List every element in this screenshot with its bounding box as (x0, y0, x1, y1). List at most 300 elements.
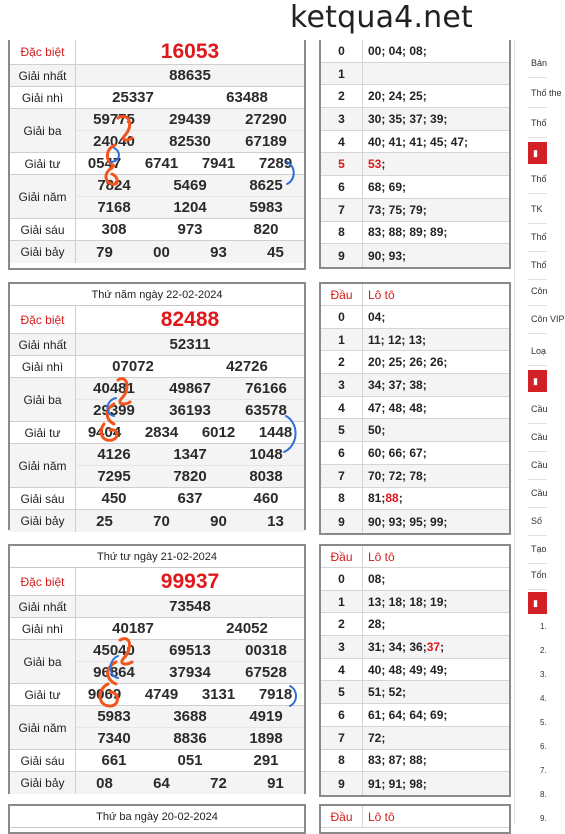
prize-label: Giải ba (10, 640, 76, 683)
prize-label: Giải nhì (10, 356, 76, 377)
prize-label: Giải nhất (10, 334, 76, 355)
loto-value: 72; (368, 730, 386, 745)
prize-numbers (76, 596, 304, 617)
section-icon: ▮ (533, 375, 538, 386)
loto-values (363, 727, 509, 749)
prize-numbers (76, 488, 304, 509)
sidebar-list-number: 4. (540, 694, 547, 703)
prize-number: 7295 (97, 468, 131, 485)
prize-row-g6 (10, 219, 304, 241)
result-board (8, 282, 306, 530)
prize-number: 8625 (249, 177, 283, 194)
loto-value: 88 (385, 491, 399, 506)
prize-number: 9404 (87, 424, 122, 441)
prize-label: Giải bảy (10, 241, 76, 263)
prize-number: 7941 (201, 155, 236, 172)
prize-row-g3 (10, 640, 304, 684)
prize-number: 7340 (97, 730, 131, 747)
prize-line (76, 661, 304, 683)
prize-row-db (10, 40, 304, 65)
prize-number: 08 (96, 774, 113, 792)
loto-head-digit: 8 (321, 750, 363, 772)
loto-table (319, 544, 511, 797)
loto-value: 13; 18; 18; 19; (368, 594, 448, 609)
loto-value: 70; 72; 78; (368, 468, 427, 483)
loto-row (321, 199, 509, 222)
sidebar-link[interactable]: Thố (528, 164, 547, 194)
loto-head-digit: 6 (321, 176, 363, 198)
loto-value: 91; 91; 98; (368, 776, 427, 791)
sidebar-link[interactable]: Tổn (528, 560, 547, 590)
prize-line (76, 750, 304, 771)
loto-values (363, 442, 509, 464)
prize-line (76, 618, 304, 639)
sidebar-list-number: 8. (540, 790, 547, 799)
prize-label: Giải năm (10, 175, 76, 218)
prize-number: 8836 (173, 730, 207, 747)
loto-values (363, 244, 509, 267)
prize-number: 29439 (169, 111, 211, 128)
result-board (8, 544, 306, 794)
prize-line (76, 130, 304, 152)
prize-number: 7289 (258, 155, 293, 172)
loto-head-digit: 9 (321, 510, 363, 533)
prize-row-g2 (10, 356, 304, 378)
prize-label: Giải nhì (10, 87, 76, 108)
loto-row (321, 176, 509, 199)
loto-header-loto: Lô tô (368, 549, 395, 564)
sidebar-divider (514, 40, 515, 824)
prize-label: Giải sáu (10, 750, 76, 771)
prize-number: 7820 (173, 468, 207, 485)
loto-values (363, 681, 509, 703)
prize-line (76, 640, 304, 661)
prize-number: 37934 (169, 664, 211, 681)
prize-line (76, 306, 304, 333)
prize-row-g5 (10, 706, 304, 750)
loto-values (363, 199, 509, 221)
loto-value: 53 (368, 157, 382, 172)
prize-number: 42726 (226, 358, 268, 375)
loto-values (363, 397, 509, 419)
loto-head-digit: 1 (321, 63, 363, 85)
loto-row (321, 85, 509, 108)
loto-value: 30; 35; 37; 39; (368, 111, 448, 126)
prize-line (76, 378, 304, 399)
loto-value: 37 (426, 639, 441, 654)
prize-numbers (76, 640, 304, 683)
prize-number: 6012 (201, 424, 236, 441)
prize-row-g4 (10, 684, 304, 706)
prize-number: 82488 (160, 307, 220, 331)
prize-numbers (76, 153, 304, 174)
prize-number: 64 (153, 774, 170, 792)
prize-label: Đặc biệt (10, 306, 76, 333)
loto-head-digit: 3 (321, 636, 363, 658)
loto-values (363, 750, 509, 772)
prize-line (76, 334, 304, 355)
prize-number: 93 (210, 243, 227, 261)
prize-row-g5 (10, 175, 304, 219)
prize-line (76, 241, 304, 263)
prize-row-g3 (10, 109, 304, 153)
loto-value: ; (440, 639, 445, 654)
prize-number: 1448 (258, 424, 293, 441)
loto-row (321, 306, 509, 329)
prize-number: 79 (96, 243, 113, 261)
loto-value: 31; 34; 36; (368, 639, 427, 654)
loto-value: 51; 52; (368, 685, 407, 700)
prize-row-g2 (10, 618, 304, 640)
prize-label: Giải ba (10, 378, 76, 421)
prize-label: Giải sáu (10, 219, 76, 240)
loto-row (321, 613, 509, 636)
loto-row (321, 397, 509, 420)
prize-number: 3131 (201, 686, 236, 703)
loto-head-digit: 2 (321, 613, 363, 635)
loto-value: ; (381, 157, 386, 172)
prize-number: 661 (101, 752, 127, 769)
loto-row (321, 108, 509, 131)
loto-head-digit: 4 (321, 659, 363, 681)
prize-line (76, 196, 304, 218)
sidebar-link[interactable]: Tạo (528, 534, 547, 564)
loto-head-digit: 4 (321, 131, 363, 153)
prize-row-g7 (10, 772, 304, 794)
sidebar-link[interactable]: Cầu (528, 394, 547, 424)
loto-header (321, 284, 509, 306)
prize-row-g7 (10, 241, 304, 263)
loto-head-digit: 5 (321, 681, 363, 703)
loto-values (363, 374, 509, 396)
watermark-text: ketqua4.net (290, 0, 474, 35)
result-board (8, 40, 306, 270)
prize-line (76, 40, 304, 64)
prize-number: 5983 (97, 708, 131, 725)
loto-value: 90; 93; (368, 248, 407, 263)
prize-number: 4919 (249, 708, 283, 725)
loto-values (363, 704, 509, 726)
prize-number: 90 (210, 512, 227, 530)
sidebar-link[interactable]: Thố the (528, 78, 547, 108)
sidebar-list-number: 5. (540, 718, 547, 727)
prize-number: 450 (101, 490, 127, 507)
loto-header (321, 546, 509, 568)
prize-numbers (76, 334, 304, 355)
prize-number: 49867 (169, 380, 211, 397)
loto-head-digit: 7 (321, 465, 363, 487)
prize-number: 637 (177, 490, 203, 507)
prize-number: 13 (267, 512, 284, 530)
prize-label: Giải nhất (10, 65, 76, 86)
loto-head-digit: 1 (321, 329, 363, 351)
loto-row (321, 568, 509, 591)
loto-values (363, 568, 509, 590)
loto-row (321, 591, 509, 614)
loto-value: 00; 04; 08; (368, 43, 427, 58)
loto-values (363, 772, 509, 795)
loto-values (363, 131, 509, 153)
prize-number: 1347 (173, 446, 207, 463)
sidebar-link[interactable]: Côn (528, 276, 547, 306)
loto-row (321, 727, 509, 750)
prize-label: Giải sáu (10, 488, 76, 509)
loto-values (363, 465, 509, 487)
loto-table (319, 282, 511, 535)
prize-numbers (76, 568, 304, 595)
prize-numbers (76, 65, 304, 86)
loto-head-digit: 9 (321, 772, 363, 795)
prize-label: Đặc biệt (10, 40, 76, 64)
sidebar-list-number: 3. (540, 670, 547, 679)
loto-header-dau: Đầu (321, 546, 363, 567)
prize-row-g1 (10, 65, 304, 87)
prize-line (76, 153, 304, 174)
loto-values (363, 85, 509, 107)
loto-row (321, 636, 509, 659)
sidebar-list-number: 2. (540, 646, 547, 655)
prize-number: 1898 (249, 730, 283, 747)
loto-head-digit: 7 (321, 727, 363, 749)
loto-value: ; (398, 491, 403, 506)
prize-numbers (76, 706, 304, 749)
loto-row (321, 374, 509, 397)
prize-row-g5 (10, 444, 304, 488)
loto-values (363, 329, 509, 351)
sidebar-link[interactable]: Loạ (528, 336, 547, 366)
prize-number: 0547 (87, 155, 122, 172)
prize-numbers (76, 241, 304, 263)
loto-row (321, 63, 509, 86)
prize-number: 00 (153, 243, 170, 261)
loto-values (363, 40, 509, 62)
prize-label: Giải bảy (10, 510, 76, 532)
loto-row (321, 351, 509, 374)
loto-value: 90; 93; 95; 99; (368, 514, 448, 529)
prize-numbers (76, 422, 304, 443)
loto-value: 04; (368, 309, 386, 324)
loto-header-loto: Lô tô (368, 287, 395, 302)
sidebar-link[interactable]: Thố (528, 222, 547, 252)
loto-head-digit: 3 (321, 374, 363, 396)
prize-number: 820 (253, 221, 279, 238)
prize-number: 29399 (93, 402, 135, 419)
sidebar-link[interactable]: TK (528, 194, 547, 224)
prize-number: 59775 (93, 111, 135, 128)
prize-number: 973 (177, 221, 203, 238)
prize-row-db (10, 306, 304, 334)
sidebar-link[interactable]: Thố (528, 108, 547, 138)
loto-value: 40; 41; 41; 45; 47; (368, 134, 469, 149)
prize-number: 9069 (87, 686, 122, 703)
prize-number: 67189 (245, 133, 287, 150)
prize-number: 07072 (112, 358, 154, 375)
prize-label: Giải tư (10, 153, 76, 174)
prize-line (76, 87, 304, 108)
loto-row (321, 153, 509, 176)
section-icon: ▮ (533, 597, 538, 608)
prize-row-g6 (10, 488, 304, 510)
prize-number: 82530 (169, 133, 211, 150)
prize-line (76, 219, 304, 240)
prize-line (76, 399, 304, 421)
loto-header (321, 806, 509, 828)
sidebar-link[interactable]: Thố (528, 250, 547, 280)
loto-row (321, 750, 509, 773)
loto-values (363, 419, 509, 441)
loto-head-digit: 8 (321, 488, 363, 510)
sidebar-link[interactable]: Cầu (528, 450, 547, 480)
prize-number: 25 (96, 512, 113, 530)
loto-head-digit: 5 (321, 419, 363, 441)
loto-row (321, 419, 509, 442)
prize-number: 27290 (245, 111, 287, 128)
prize-line (76, 684, 304, 705)
sidebar-link[interactable]: Cầu (528, 422, 547, 452)
prize-line (76, 175, 304, 196)
loto-head-digit: 3 (321, 108, 363, 130)
prize-number: 52311 (169, 336, 211, 353)
prize-numbers (76, 219, 304, 240)
loto-table (319, 40, 511, 269)
loto-value: 83; 87; 88; (368, 753, 427, 768)
prize-label: Giải tư (10, 422, 76, 443)
prize-numbers (76, 510, 304, 532)
loto-values (363, 176, 509, 198)
sidebar-link[interactable]: Bản (528, 48, 547, 78)
prize-number: 67528 (245, 664, 287, 681)
prize-row-g7 (10, 510, 304, 532)
loto-row (321, 510, 509, 533)
loto-value: 61; 64; 64; 69; (368, 707, 448, 722)
loto-values (363, 306, 509, 328)
loto-value: 73; 75; 79; (368, 202, 427, 217)
prize-numbers (76, 109, 304, 152)
sidebar-list-number: 6. (540, 742, 547, 751)
prize-line (76, 65, 304, 86)
prize-label: Giải nhì (10, 618, 76, 639)
loto-row (321, 488, 509, 511)
prize-numbers (76, 87, 304, 108)
loto-head-digit: 5 (321, 153, 363, 175)
loto-value: 20; 25; 26; 26; (368, 355, 448, 370)
sidebar-link[interactable]: Cầu (528, 478, 547, 508)
prize-line (76, 510, 304, 532)
loto-row (321, 244, 509, 267)
prize-row-g1 (10, 334, 304, 356)
prize-number: 00318 (245, 642, 287, 659)
loto-head-digit: 4 (321, 397, 363, 419)
loto-head-digit: 2 (321, 351, 363, 373)
loto-value: 28; (368, 617, 386, 632)
prize-number: 24052 (226, 620, 268, 637)
prize-number: 8038 (249, 468, 283, 485)
loto-row (321, 40, 509, 63)
prize-number: 7918 (258, 686, 293, 703)
prize-numbers (76, 684, 304, 705)
prize-number: 5983 (249, 199, 283, 216)
loto-values (363, 153, 509, 175)
loto-values (363, 659, 509, 681)
prize-row-g1 (10, 596, 304, 618)
prize-number: 051 (177, 752, 203, 769)
prize-row-db (10, 568, 304, 596)
loto-values (363, 613, 509, 635)
prize-number: 88635 (169, 67, 211, 84)
prize-number: 291 (253, 752, 279, 769)
loto-values (363, 108, 509, 130)
result-board (8, 804, 306, 834)
prize-number: 69513 (169, 642, 211, 659)
prize-number: 308 (101, 221, 127, 238)
prize-number: 3688 (173, 708, 207, 725)
loto-head-digit: 0 (321, 306, 363, 328)
loto-row (321, 659, 509, 682)
loto-head-digit: 6 (321, 442, 363, 464)
prize-numbers (76, 175, 304, 218)
prize-line (76, 422, 304, 443)
prize-row-g6 (10, 750, 304, 772)
prize-line (76, 596, 304, 617)
loto-header-loto: Lô tô (368, 809, 395, 824)
board-date: Thứ năm ngày 22-02-2024 (10, 284, 304, 306)
board-date: Thứ ba ngày 20-02-2024 (10, 806, 304, 828)
sidebar-section-header (528, 370, 547, 392)
loto-value: 08; (368, 571, 386, 586)
prize-numbers (76, 618, 304, 639)
sidebar-link[interactable]: Số (528, 506, 547, 536)
prize-number: 7168 (97, 199, 131, 216)
prize-line (76, 727, 304, 749)
sidebar-link[interactable]: Côn VIP (528, 304, 547, 334)
prize-number: 36193 (169, 402, 211, 419)
loto-value: 50; (368, 423, 386, 438)
prize-number: 16053 (160, 40, 220, 63)
prize-number: 96864 (93, 664, 135, 681)
loto-values (363, 488, 509, 510)
loto-value: 47; 48; 48; (368, 400, 427, 415)
prize-label: Giải ba (10, 109, 76, 152)
prize-number: 24040 (93, 133, 135, 150)
prize-number: 40187 (112, 620, 154, 637)
sidebar-section-header (528, 592, 547, 614)
loto-value: 20; 24; 25; (368, 89, 427, 104)
prize-row-g4 (10, 422, 304, 444)
loto-value: 68; 69; (368, 179, 407, 194)
prize-number: 63488 (226, 89, 268, 106)
prize-number: 40481 (93, 380, 135, 397)
prize-number: 70 (153, 512, 170, 530)
loto-header-dau: Đầu (321, 806, 363, 827)
prize-line (76, 706, 304, 727)
section-icon: ▮ (533, 147, 538, 158)
board-date: Thứ tư ngày 21-02-2024 (10, 546, 304, 568)
sidebar-list-number: 9. (540, 814, 547, 823)
sidebar-list-number: 1. (540, 622, 547, 631)
prize-label: Giải nhất (10, 596, 76, 617)
prize-line (76, 356, 304, 377)
prize-line (76, 568, 304, 595)
loto-row (321, 329, 509, 352)
prize-label: Giải năm (10, 444, 76, 487)
prize-number: 72 (210, 774, 227, 792)
prize-number: 2834 (144, 424, 179, 441)
loto-row (321, 222, 509, 245)
loto-head-digit: 0 (321, 40, 363, 62)
prize-number: 99937 (160, 569, 220, 593)
loto-head-digit: 0 (321, 568, 363, 590)
loto-values (363, 636, 509, 658)
